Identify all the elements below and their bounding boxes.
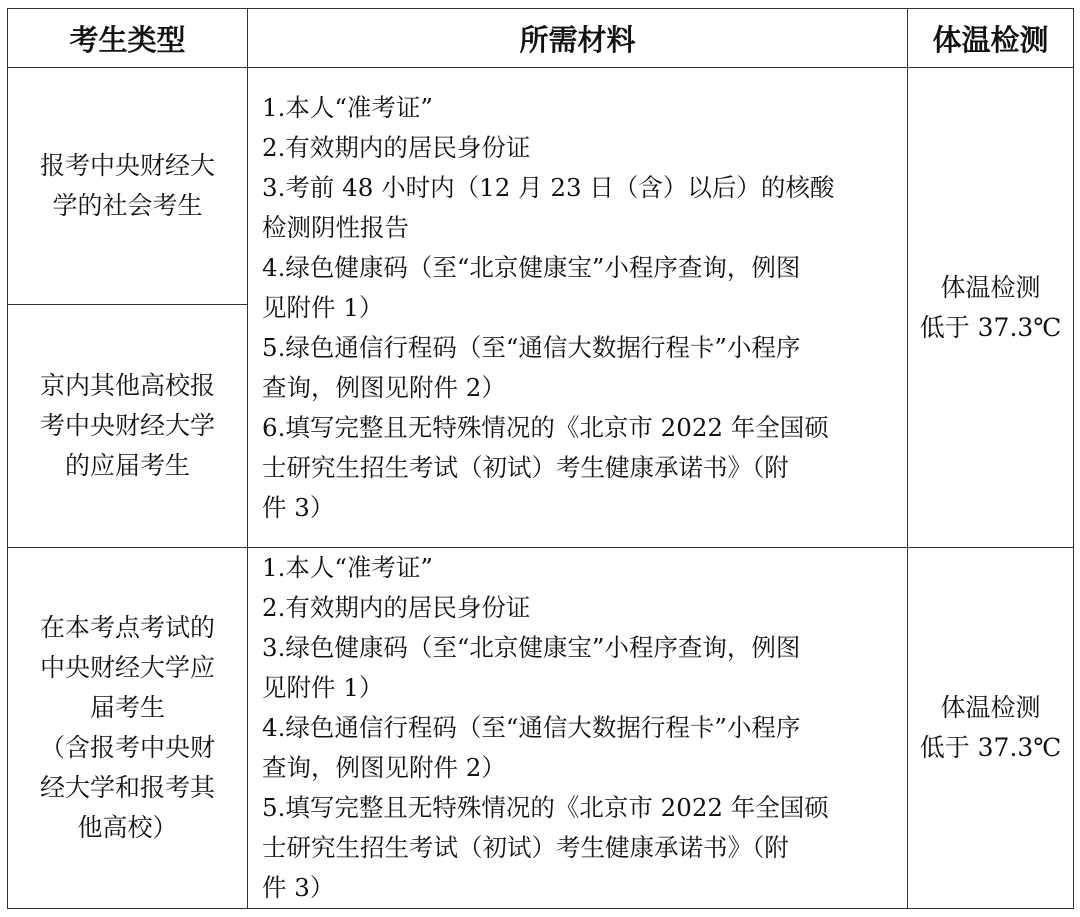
type-line: 在本考点考试的 (39, 613, 215, 642)
exam-materials-table (7, 8, 1074, 909)
temperature-line: 体温检测 (940, 693, 1041, 722)
material-line: 4.绿色通信行程码（至“通信大数据行程卡”小程序 (262, 713, 801, 742)
table-row (8, 548, 1074, 909)
material-line: 1.本人“准考证” (262, 553, 433, 582)
temperature-line: 低于 37.3℃ (919, 312, 1062, 342)
material-line: 5.绿色通信行程码（至“通信大数据行程卡”小程序 (262, 332, 801, 362)
material-line: 检测阴性报告 (262, 212, 409, 242)
material-line: 见附件 1） (262, 292, 384, 322)
material-line: 2.有效期内的居民身份证 (262, 593, 531, 622)
type-line: 届考生 (89, 693, 165, 722)
material-line: 士研究生招生考试（初试）考生健康承诺书》（附 (262, 833, 789, 862)
type-line: 的应届考生 (64, 451, 190, 480)
type-line: 学的社会考生 (52, 191, 203, 220)
temperature-group2 (908, 548, 1074, 909)
header-required-materials: 所需材料 (248, 9, 908, 68)
material-line: 见附件 1） (262, 673, 384, 702)
material-line: 3.绿色健康码（至“北京健康宝”小程序查询，例图 (262, 633, 801, 662)
exam-type-social (8, 68, 248, 305)
material-line: 查询，例图见附件 2） (262, 753, 506, 782)
temperature-line: 体温检测 (940, 272, 1041, 302)
materials-group2 (248, 548, 908, 909)
material-line: 1.本人“准考证” (262, 92, 433, 122)
header-row (8, 9, 1074, 68)
material-line: 件 3） (262, 873, 335, 902)
exam-type-other-universities (8, 305, 248, 548)
material-line: 3.考前 48 小时内（12 月 23 日（含）以后）的核酸 (262, 172, 835, 202)
type-line: 报考中央财经大 (39, 151, 215, 180)
type-line: 京内其他高校报 (39, 371, 215, 400)
type-line: 考中央财经大学 (39, 411, 215, 440)
material-line: 件 3） (262, 492, 335, 522)
type-line: （含报考中央财 (39, 733, 215, 762)
materials-group1 (248, 68, 908, 548)
type-line: 经大学和报考其 (39, 773, 215, 802)
exam-type-cufe-students (8, 548, 248, 909)
header-temperature-check: 体温检测 (908, 9, 1074, 68)
type-line: 中央财经大学应 (39, 653, 215, 682)
temperature-group1 (908, 68, 1074, 548)
material-line: 6.填写完整且无特殊情况的《北京市 2022 年全国硕 (262, 412, 829, 442)
material-line: 4.绿色健康码（至“北京健康宝”小程序查询，例图 (262, 252, 801, 282)
material-line: 2.有效期内的居民身份证 (262, 132, 531, 162)
material-line: 查询，例图见附件 2） (262, 372, 506, 402)
type-line: 他高校） (77, 813, 178, 842)
material-line: 士研究生招生考试（初试）考生健康承诺书》（附 (262, 452, 789, 482)
table-row (8, 68, 1074, 305)
temperature-line: 低于 37.3℃ (919, 733, 1062, 762)
material-line: 5.填写完整且无特殊情况的《北京市 2022 年全国硕 (262, 793, 829, 822)
header-exam-type: 考生类型 (8, 9, 248, 68)
